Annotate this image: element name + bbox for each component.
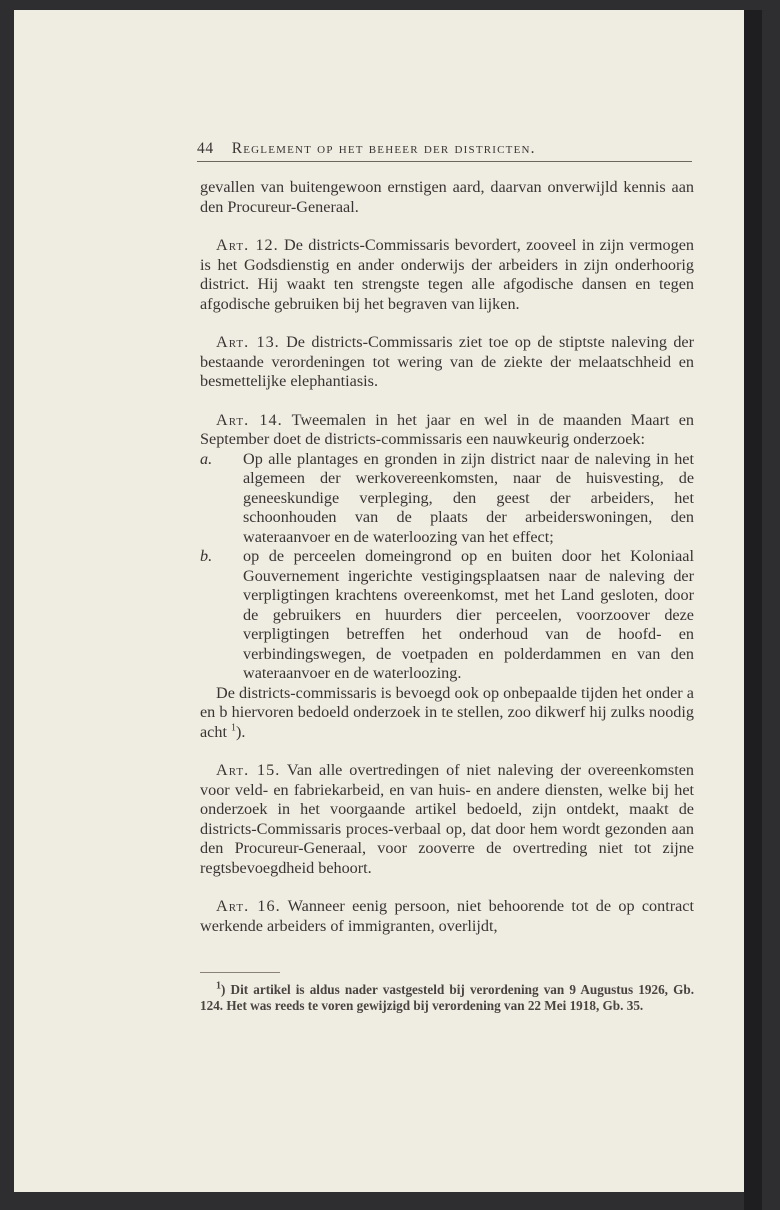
running-header <box>197 140 692 158</box>
list-item-a-label: a. <box>200 449 213 468</box>
article-15-label: Art. 15. <box>216 761 281 779</box>
article-16-text: Wanneer eenig persoon, niet behoorende tot de op contract werkende arbeiders of immigranten, overlijdt, <box>200 897 694 935</box>
footnote <box>200 982 694 1014</box>
article-12 <box>200 236 694 314</box>
article-16 <box>200 897 694 936</box>
footnote-marker-close: ) <box>221 982 226 997</box>
running-title: Reglement op het beheer der districten. <box>231 140 536 157</box>
page-body <box>200 178 694 936</box>
article-14 <box>200 411 694 450</box>
article-14-closing-text: De districts-commissaris is bevoegd ook op onbepaalde tijden het onder a en b hiervoren bedoeld onderzoek in te stellen, zoo dikwerf hij zulks noodig acht <box>200 683 694 741</box>
footnote-reference: 1 <box>231 722 237 734</box>
footnote-marker: 1 <box>216 980 221 992</box>
paragraph-continuation: gevallen van buitengewoon ernstigen aard, daarvan onverwijld kennis aan den Procureur-Generaal. <box>200 178 694 216</box>
page-number: 44 <box>197 140 214 157</box>
article-13-label: Art. 13. <box>216 333 280 351</box>
list-item-b-label: b. <box>200 547 213 565</box>
list-item-b-text: op de perceelen domeingrond op en buiten door het Koloniaal Gouvernement ingerichte vestigingsplaatsen naar de naleving der verpligtingen krachtens overeenkomst, met het Land gesloten, door de gebruikers en huurders dier perceelen, voorzoover deze verpligtingen betreffen het onderhoud van de hoofd- en verbindingswegen, de voetpaden en polderdammen en van den wateraanvoer en de waterloozing. <box>243 547 694 682</box>
article-16-label: Art. 16. <box>216 897 281 915</box>
article-12-label: Art. 12. <box>216 236 279 254</box>
article-14-closing-end: ). <box>236 722 246 741</box>
footnote-rule <box>200 972 280 973</box>
list-item-a-text: Op alle plantages en gronden in zijn district naar de naleving in het algemeen der werkovereenkomsten, naar de huisvesting, de geneeskundige verpleging, den geest der arbeiders, het schoonhouden van de plaats der arbeiderswoningen, den wateraanvoer en de waterloozing van het effect; <box>243 449 694 546</box>
article-15 <box>200 761 694 878</box>
article-14-label: Art. 14. <box>216 410 283 429</box>
page-edge-shadow <box>744 10 762 1210</box>
list-item-b <box>200 547 694 684</box>
article-14-closing <box>200 684 694 743</box>
footnote-text: Dit artikel is aldus nader vastgesteld bij verordening van 9 Augustus 1926, Gb. 124. Het was reeds te voren gewijzigd bij verordening van 22 Mei 1918, Gb. 35. <box>200 982 694 1013</box>
article-15-text: Van alle overtredingen of niet naleving der overeenkomsten voor veld- en fabriekarbeid, en van huis- en andere diensten, welke bij het onderzoek in het voorgaande artikel bedoeld, zijn ontdekt, maakt de districts-Commissaris proces-verbaal op, dat door hem wordt gezonden aan den Procureur-Generaal, voor zooverre de overtreding niet tot zijne regtsbevoegdheid behoort. <box>200 761 695 877</box>
article-13-text: De districts-Commissaris ziet toe op de stiptste naleving der bestaande verordeningen tot wering van de ziekte der melaatschheid en besmettelijke elephantiasis. <box>200 333 694 390</box>
article-14-text: Tweemalen in het jaar en wel in de maanden Maart en September doet de districts-commissaris een nauwkeurig onderzoek: <box>200 410 694 448</box>
list-item-a <box>200 450 694 548</box>
header-rule <box>197 161 692 162</box>
article-12-text: De districts-Commissaris bevordert, zooveel in zijn vermogen is het Godsdienstig en ander onderwijs der arbeiders in zijn onderhoorig district. Hij waakt ten strengste tegen alle afgodische dansen en tegen afgodische gebruiken bij het begraven van lijken. <box>200 236 694 313</box>
article-13 <box>200 333 694 392</box>
